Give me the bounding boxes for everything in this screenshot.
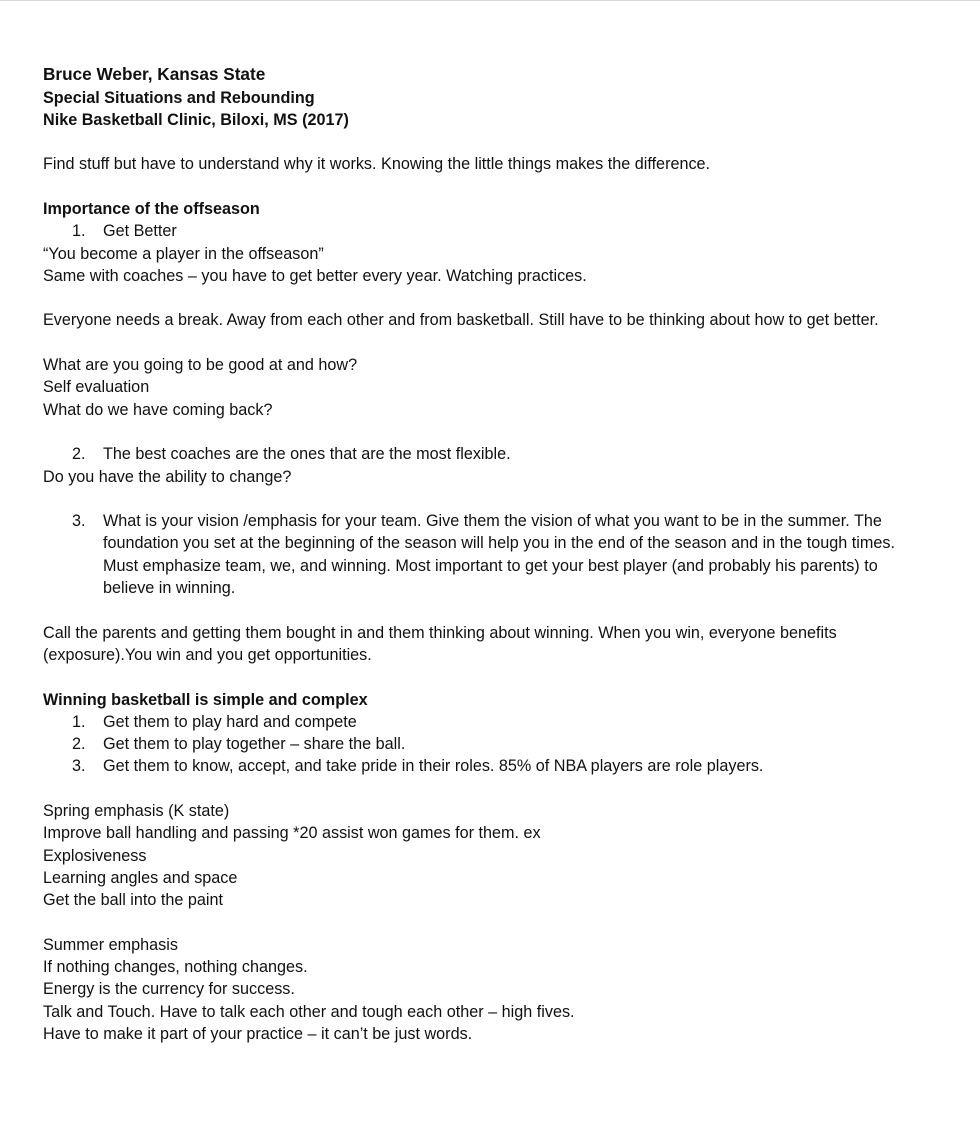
list-item	[43, 443, 943, 465]
spacer	[43, 176, 943, 198]
text-line: Learning angles and space	[43, 868, 238, 887]
list-item	[43, 220, 943, 242]
document-subtitle: Special Situations and Rebounding	[43, 88, 315, 107]
spacer	[43, 911, 943, 933]
spring-heading: Spring emphasis (K state)	[43, 802, 230, 820]
list-number: 2.	[72, 735, 86, 754]
list-text-line: What is your vision /emphasis for your team. Give them the vision of what you want to be in the summer. The	[103, 512, 882, 531]
text-line: What do we have coming back?	[43, 400, 273, 419]
list-text: Get Better	[103, 222, 177, 241]
text-line: Everyone needs a break. Away from each other and from basketball. Still have to be thinking about how to get better.	[43, 311, 879, 330]
spacer	[43, 599, 943, 621]
text-line: Do you have the ability to change?	[43, 467, 292, 486]
list-number: 2.	[72, 445, 86, 464]
list-number: 3.	[72, 757, 86, 776]
list-text: Get them to play hard and compete	[103, 712, 357, 731]
text-line: Get the ball into the paint	[43, 891, 223, 910]
list-item	[43, 733, 943, 755]
list-text-block	[103, 510, 943, 599]
spacer	[43, 332, 943, 354]
list-text-line: believe in winning.	[103, 579, 236, 598]
list-text: The best coaches are the ones that are the most flexible.	[103, 445, 511, 464]
list-item	[43, 755, 943, 777]
text-line: Have to make it part of your practice – it can’t be just words.	[43, 1024, 473, 1043]
list-text: Get them to know, accept, and take pride in their roles. 85% of NBA players are role players.	[103, 757, 764, 776]
list-text: Get them to play together – share the ball.	[103, 735, 406, 754]
section-heading-winning: Winning basketball is simple and complex	[43, 690, 368, 709]
list-item	[43, 510, 943, 599]
text-line: Call the parents and getting them bought in and them thinking about winning. When you win, everyone benefits	[43, 623, 837, 642]
text-line: Talk and Touch. Have to talk each other and tough each other – high fives.	[43, 1002, 575, 1021]
summer-heading: Summer emphasis	[43, 935, 178, 954]
spacer	[43, 778, 943, 800]
text-line: What are you going to be good at and how?	[43, 356, 358, 375]
text-line: Same with coaches – you have to get better every year. Watching practices.	[43, 266, 587, 285]
list-number: 1.	[72, 712, 86, 731]
list-text-line: foundation you set at the beginning of the season will help you in the end of the season and in the tough times.	[103, 534, 895, 553]
list-number: 1.	[72, 222, 86, 241]
text-line: Explosiveness	[43, 846, 147, 865]
text-line: “You become a player in the offseason”	[43, 244, 324, 263]
document-body	[43, 63, 943, 1045]
section-heading-offseason: Importance of the offseason	[43, 199, 260, 218]
spacer	[43, 421, 943, 443]
intro-paragraph: Find stuff but have to understand why it works. Knowing the little things makes the difference.	[43, 155, 711, 174]
text-line: Self evaluation	[43, 378, 150, 397]
document-title: Bruce Weber, Kansas State	[43, 64, 266, 84]
list-number: 3.	[72, 512, 86, 531]
spacer	[43, 488, 943, 510]
spacer	[43, 666, 943, 688]
text-line: If nothing changes, nothing changes.	[43, 958, 308, 977]
spacer	[43, 131, 943, 153]
clinic-info: Nike Basketball Clinic, Biloxi, MS (2017)	[43, 110, 349, 129]
text-line: (exposure).You win and you get opportunities.	[43, 645, 372, 664]
text-line: Energy is the currency for success.	[43, 980, 295, 999]
list-item	[43, 711, 943, 733]
spacer	[43, 287, 943, 309]
text-line: Improve ball handling and passing *20 assist won games for them. ex	[43, 824, 541, 843]
list-text-line: Must emphasize team, we, and winning. Most important to get your best player (and probably his parents) to	[103, 556, 878, 575]
